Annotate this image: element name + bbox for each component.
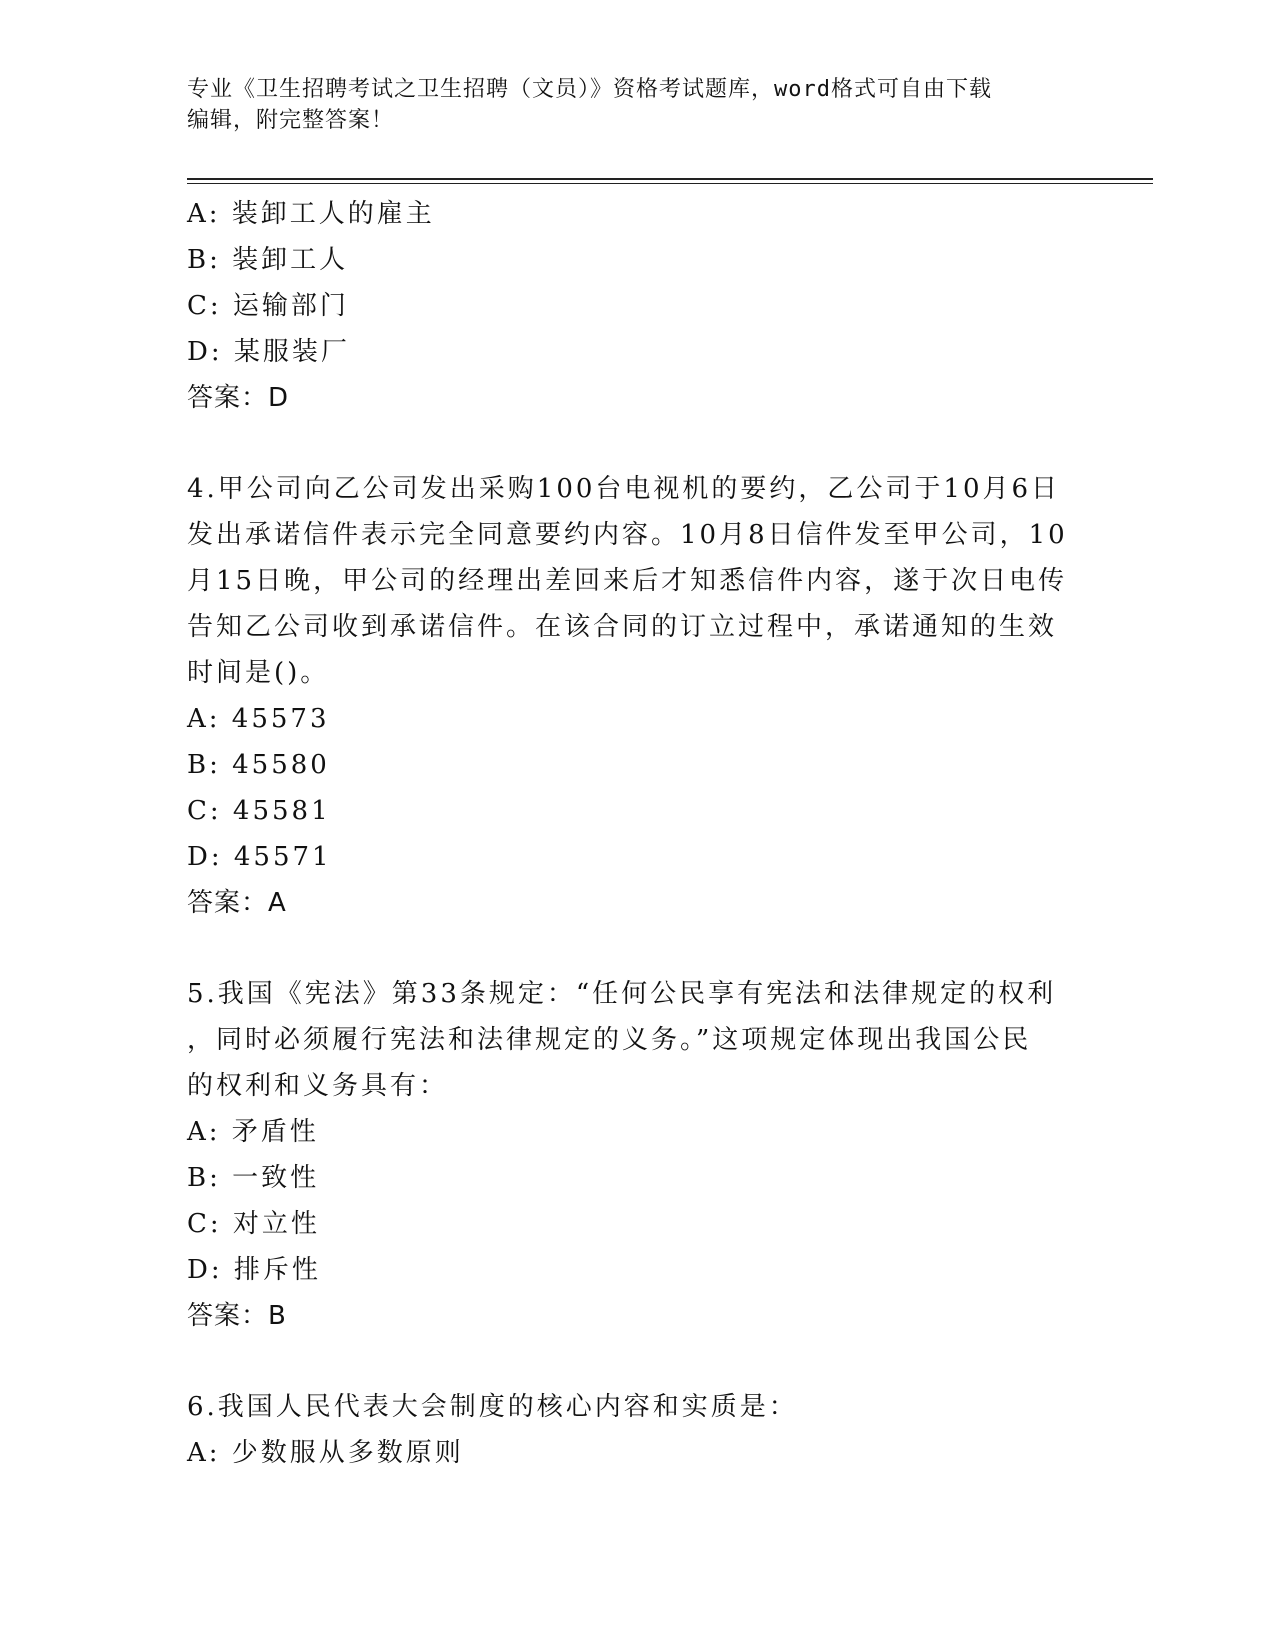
question-stem-line: 6.我国人民代表大会制度的核心内容和实质是： bbox=[187, 1392, 798, 1422]
question-stem-line: 告知乙公司收到承诺信件。在该合同的订立过程中，承诺通知的生效 bbox=[187, 612, 1058, 642]
option-a: A: 少数服从多数原则 bbox=[187, 1438, 464, 1468]
option-a: A: 45573 bbox=[187, 704, 330, 734]
question-stem-line: 发出承诺信件表示完全同意要约内容。10月8日信件发至甲公司，10 bbox=[187, 520, 1068, 550]
header-line-2: 编辑，附完整答案！ bbox=[187, 108, 395, 133]
answer: 答案：B bbox=[187, 1301, 287, 1331]
question-stem-line: ，同时必须履行宪法和法律规定的义务。”这项规定体现出我国公民 bbox=[187, 1025, 1032, 1055]
question-list bbox=[187, 191, 1077, 1476]
option-b: B: 一致性 bbox=[187, 1163, 320, 1193]
question-stem-line: 时间是()。 bbox=[187, 658, 330, 688]
option-c: C: 对立性 bbox=[187, 1209, 320, 1239]
header-line-1: 专业《卫生招聘考试之卫生招聘（文员）》资格考试题库，word格式可自由下载 bbox=[187, 77, 992, 102]
question-6 bbox=[187, 1384, 1077, 1476]
question-stem-line: 的权利和义务具有： bbox=[187, 1071, 449, 1101]
question-4 bbox=[187, 466, 1077, 926]
option-d: D: 某服装厂 bbox=[187, 337, 350, 367]
option-a: A: 装卸工人的雇主 bbox=[187, 199, 435, 229]
document-header bbox=[187, 74, 1067, 136]
header-divider-thick bbox=[187, 178, 1153, 180]
option-d: D: 排斥性 bbox=[187, 1255, 321, 1285]
option-b: B: 装卸工人 bbox=[187, 245, 349, 275]
answer: 答案：A bbox=[187, 888, 287, 918]
header-divider-thin bbox=[187, 183, 1153, 184]
question-stem-line: 月15日晚，甲公司的经理出差回来后才知悉信件内容，遂于次日电传 bbox=[187, 566, 1068, 596]
question-5 bbox=[187, 971, 1077, 1339]
option-c: C: 45581 bbox=[187, 796, 331, 826]
question-stem-line: 5.我国《宪法》第33条规定：“任何公民享有宪法和法律规定的权利 bbox=[187, 979, 1057, 1009]
option-c: C: 运输部门 bbox=[187, 291, 349, 321]
option-b: B: 45580 bbox=[187, 750, 330, 780]
question-3 bbox=[187, 191, 1077, 421]
option-d: D: 45571 bbox=[187, 842, 332, 872]
answer: 答案：D bbox=[187, 383, 290, 413]
option-a: A: 矛盾性 bbox=[187, 1117, 319, 1147]
question-stem-line: 4.甲公司向乙公司发出采购100台电视机的要约，乙公司于10月6日 bbox=[187, 474, 1061, 504]
